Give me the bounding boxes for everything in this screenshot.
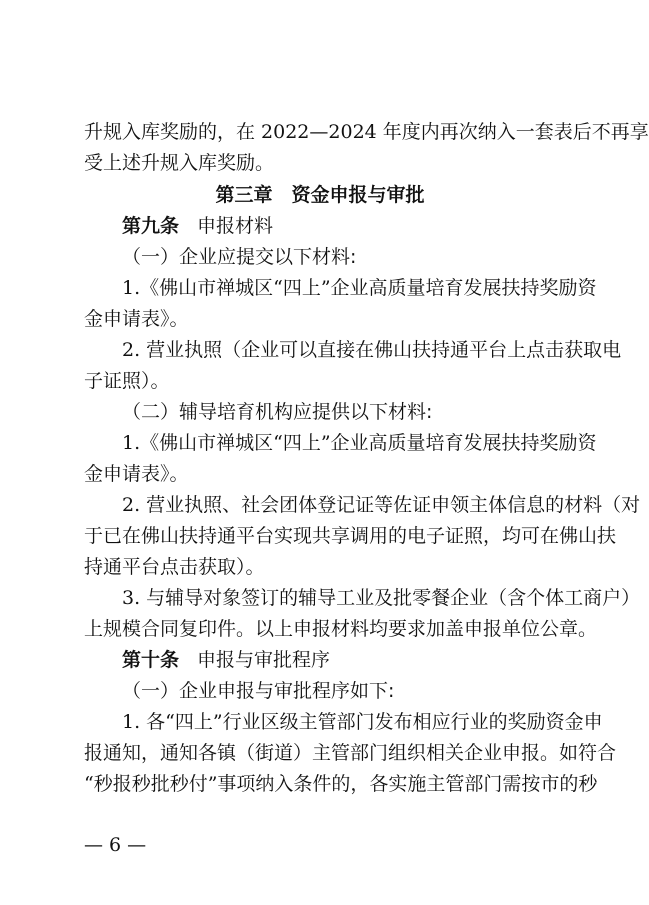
- text-line: 上规模合同复印件。以上申报材料均要求加盖申报单位公章。: [84, 618, 598, 640]
- chapter-title: 第三章 资金申报与审批: [215, 184, 425, 206]
- text-line: “秒报秒批秒付”事项纳入条件的，各实施主管部门需按市的秒: [84, 773, 598, 795]
- text-line: 升规入库奖励的，在 2022—2024 年度内再次纳入一套表后不再享: [84, 121, 649, 143]
- article-title: 申报与审批程序: [197, 649, 331, 671]
- text-line: 金申请表》。: [84, 463, 189, 485]
- text-line: 2. 营业执照（企业可以直接在佛山扶持通平台上点击获取电: [122, 339, 622, 361]
- text-line: 2. 营业执照、社会团体登记证等佐证申领主体信息的材料（对: [122, 494, 641, 516]
- section-heading: （一）企业应提交以下材料:: [122, 246, 357, 268]
- section-heading: （一）企业申报与审批程序如下:: [122, 680, 395, 702]
- text-line: 1. 各“四上”行业区级主管部门发布相应行业的奖励资金申: [122, 711, 603, 733]
- page-number: — 6 —: [84, 834, 147, 856]
- text-line: 子证照）。: [84, 370, 170, 392]
- text-line: 报通知，通知各镇（街道）主管部门组织相关企业申报。如符合: [84, 742, 617, 764]
- text-line: 金申请表》。: [84, 308, 189, 330]
- text-line: 受上述升规入库奖励。: [84, 152, 275, 174]
- text-line: 1.《佛山市禅城区“四上”企业高质量培育发展扶持奖励资: [122, 432, 597, 454]
- text-line: 于已在佛山扶持通平台实现共享调用的电子证照，均可在佛山扶: [84, 525, 617, 547]
- text-line: 持通平台点击获取）。: [84, 556, 265, 578]
- article-number: 第十条: [122, 649, 180, 671]
- text-line: 1.《佛山市禅城区“四上”企业高质量培育发展扶持奖励资: [122, 277, 597, 299]
- article-9-heading: [122, 214, 556, 238]
- article-number: 第九条: [122, 215, 180, 237]
- article-10-heading: [122, 648, 556, 672]
- article-title: 申报材料: [197, 215, 274, 237]
- text-line: 3. 与辅导对象签订的辅导工业及批零餐企业（含个体工商户）: [122, 587, 641, 609]
- section-heading: （二）辅导培育机构应提供以下材料:: [122, 401, 433, 423]
